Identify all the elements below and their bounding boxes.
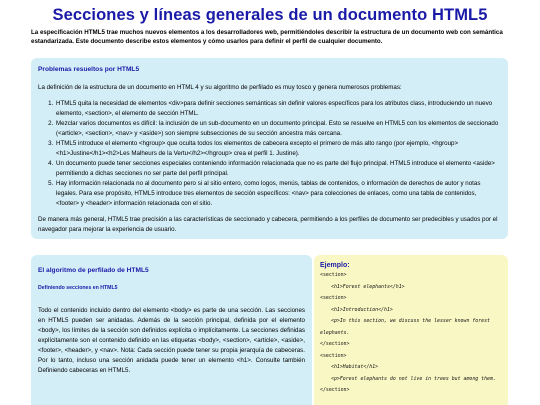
code-line: <section> [320,352,347,359]
list-item: 2. Mezclar varios documentos es difícil: la inclusión de un sub-documento en un documento principal. Esto se resuelve en HTML5 con los elementos de seccionado (<article>, <section>, <nav> y <aside>) son siempre subsecciones de su sección ancestra más cercana. [55,119,501,139]
code-line: <p>In this section, we discuss the lesser known forest elephants. [320,318,490,336]
example-label: Ejemplo: [320,262,350,269]
list-item: 5. Hay información relacionada no al documento pero si al sitio entero, como logos, menús, tablas de contenidos, o información de derechos de autor y notas legales. Para ese propósito, HTML5 introduce tres elementos de sección específicos: <nav> para colecciones de enlaces, como una tabla de contenidos, <footer> y <header> información relacionada con el sitio. [55,179,501,209]
algorithm-box [31,255,312,405]
code-line: <h1>Habitat</h1> [331,364,379,370]
algorithm-subheading: Definiendo secciones en HTML5 [38,285,118,291]
code-line: <section> [320,272,347,278]
algorithm-heading: El algoritmo de perfilado de HTML5 [38,267,149,274]
code-line: <p>Forest elephants do not live in trees but among them. [331,375,496,382]
example-box [314,255,508,405]
problems-lead: La definición de la estructura de un documento en HTML 4 y su algoritmo de perfilado es muy tosco y genera numerosos problemas: [38,84,402,91]
problems-closing: De manera más general, HTML5 trae precisión a las características de seccionado y cabecera, permitiendo a los perfiles de documento ser predecibles y usados por el navegador para mejorar la experiencia de usuario. [38,216,498,233]
code-line: </section> [320,341,350,347]
problems-box [31,58,508,239]
list-item: 4. Un documento puede tener secciones especiales conteniendo información relacionada que no es parte del flujo principal. HTML5 introduce el elemento <aside> permitiendo a dichas secciones no ser parte del perfil principal. [55,159,501,179]
code-line: </section> [320,387,350,393]
list-item: 1. HTML5 quita la necesidad de elementos <div>para definir secciones semánticas sin definir valores específicos para los atributos class, introduciendo un nuevo elemento, <section>, el elemento de sección HTML. [55,99,501,119]
problems-list [38,99,501,209]
code-line: <h1>Introduction</h1> [331,306,393,313]
code-line: <section> [320,295,347,301]
page-title: Secciones y líneas generales de un documento HTML5 [52,6,488,24]
list-item: 3. HTML5 introduce el elemento <hgroup> que oculta todos los elementos de cabecera excepto el primero de más alto rango (por ejemplo, <hgroup><h1>Justine</h1><h2>Les Malheurs de la Vertu</h2></hgroup> crea el perfil 1. Justine). [55,139,501,159]
problems-heading: Problemas resueltos por HTML5 [38,66,140,73]
intro-paragraph: La especificación HTML5 trae muchos nuevos elementos a los desarrolladores web, permitiéndoles describir la estructura de un documento web con semántica estandarizada. Este documento describe estos elementos y cómo usarlos para definir el perfil de cualquier documento. [31,29,503,45]
algorithm-body: Todo el contenido incluido dentro del elemento <body> es parte de una sección. Las secciones en HTML5 pueden ser anidadas. Además de la sección principal, definida por el elemento <body>, los límites de la sección son definidos explícita o implícitamente. La secciones definidas explícitamente son el contenido definido en las etiquetas <body>, <section>, <article>, <aside>, <footer>, <header>, y <nav>. Nota: Cada sección puede tener su propia jerarquía de cabeceras. Por lo tanto, incluso una sección anidada puede tener un elemento <h1>. Consulte también Definiendo cabeceras en HTML5. [38,307,305,374]
code-line: <h1>Forest elephants</h1> [331,283,405,290]
